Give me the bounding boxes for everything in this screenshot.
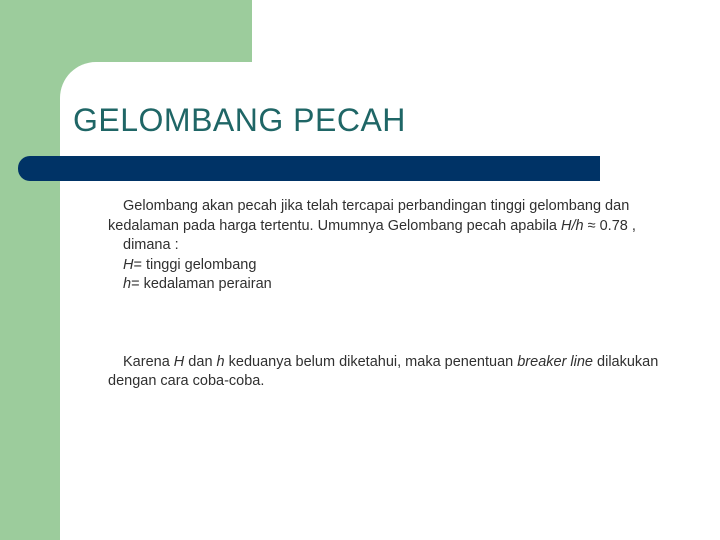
paragraph1-lead: Gelombang akan pecah jika telah tercapai perbandingan tinggi gelombang dan kedalaman pada harga tertentu. Umumnya Gelombang pecah apabila (108, 198, 630, 234)
term-breaker-line: breaker line (517, 353, 593, 370)
paragraph2-part2: dan (184, 353, 217, 370)
definition-text: = kedalaman perairan (131, 276, 272, 292)
definition-water-depth (108, 275, 668, 295)
paragraph2-part1: Karena (123, 353, 174, 370)
symbol-H-inline: H (173, 353, 185, 370)
slide-title: GELOMBANG PECAH (73, 102, 406, 138)
slide-body (108, 197, 668, 392)
symbol-h-inline: h (216, 353, 225, 370)
paragraph2-part3: keduanya belum diketahui, maka penentuan (224, 353, 518, 370)
paragraph2-part4: dilakukan dengan cara coba-coba. (108, 353, 659, 389)
title-underline-bar (18, 156, 600, 181)
symbol-h: h (123, 276, 132, 292)
definition-text: = tinggi gelombang (133, 256, 257, 273)
ratio-value: ≈ 0.78 , (583, 217, 636, 234)
paragraph-breaking-condition (108, 197, 668, 236)
symbol-H: H (123, 256, 134, 273)
paragraph-breaker-line (108, 353, 668, 392)
definition-wave-height (108, 256, 668, 276)
where-label: dimana : (123, 237, 179, 253)
spacer (108, 295, 668, 353)
ratio-symbol: H/h (561, 217, 584, 234)
